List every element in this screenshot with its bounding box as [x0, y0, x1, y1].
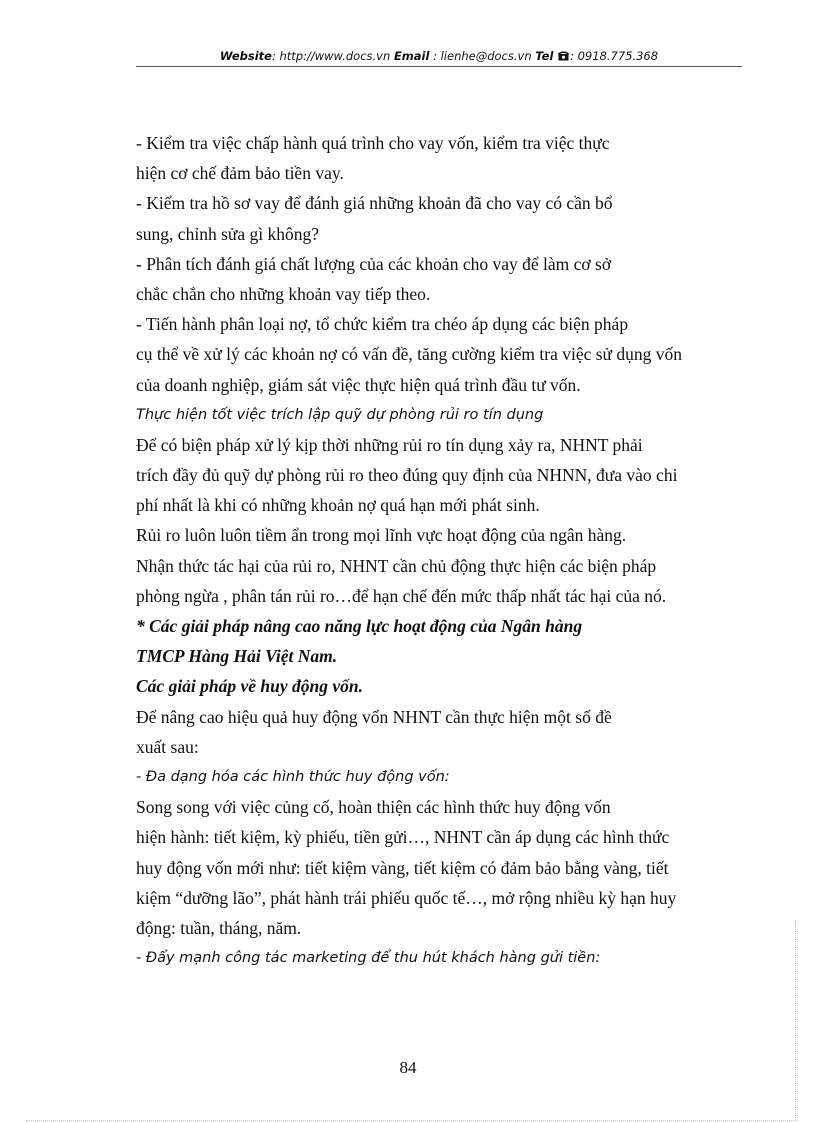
phone-icon: [558, 50, 569, 60]
text-line: hiện cơ chế đảm bảo tiền vay.: [136, 163, 344, 184]
text-line: - Kiểm tra việc chấp hành quá trình cho vay vốn, kiểm tra việc thực: [136, 133, 610, 153]
text-line: phòng ngừa , phân tán rủi ro…để hạn chế đến mức thấp nhất tác hại của nó.: [136, 585, 667, 606]
text-line: động: tuần, tháng, năm.: [136, 917, 302, 938]
text-line: Nhận thức tác hại của rủi ro, NHNT cần chủ động thực hiện các biện pháp: [136, 555, 657, 576]
text-line: cụ thể về xử lý các khoản nợ có vấn đề, tăng cường kiểm tra việc sử dụng vốn: [136, 344, 683, 365]
page-number: 84: [399, 1058, 417, 1077]
text-line: huy động vốn mới như: tiết kiệm vàng, tiết kiệm có đảm bảo bằng vàng, tiết: [136, 857, 669, 878]
text-line: - Tiến hành phân loại nợ, tổ chức kiểm tra chéo áp dụng các biện pháp: [136, 314, 629, 335]
tel-value: : 0918.775.368: [570, 49, 659, 63]
text-line: Thực hiện tốt việc trích lập quỹ dự phòng rủi ro tín dụng: [136, 406, 544, 423]
email-label: Email: [393, 49, 430, 63]
text-line: - Phân tích đánh giá chất lượng của các khoản cho vay để làm cơ sở: [136, 253, 612, 274]
website-label: Website: [219, 49, 272, 63]
text-line: Các giải pháp về huy động vốn.: [136, 676, 364, 697]
text-line: - Kiểm tra hồ sơ vay để đánh giá những khoản đã cho vay có cần bổ: [136, 193, 613, 214]
website-value: : http://www.docs.vn: [271, 49, 391, 63]
text-line: trích đầy đủ quỹ dự phòng rủi ro theo đúng quy định của NHNN, đưa vào chi: [136, 465, 678, 486]
text-line: của doanh nghiệp, giám sát việc thực hiện quá trình đầu tư vốn.: [136, 374, 581, 395]
page-header: [136, 49, 742, 63]
text-line: - Đẩy mạnh công tác marketing để thu hút khách hàng gửi tiền:: [136, 950, 601, 967]
email-value: : lienhe@docs.vn: [433, 49, 532, 63]
text-line: Để có biện pháp xử lý kịp thời những rủi ro tín dụng xảy ra, NHNT phải: [136, 434, 643, 455]
text-line: chắc chắn cho những khoản vay tiếp theo.: [136, 283, 431, 304]
body-text: [136, 128, 736, 973]
text-line: Rủi ro luôn luôn tiềm ẩn trong mọi lĩnh vực hoạt động của ngân hàng.: [136, 525, 627, 546]
text-line: * Các giải pháp nâng cao năng lực hoạt động của Ngân hàng: [136, 616, 583, 636]
text-line: Để nâng cao hiệu quả huy động vốn NHNT cần thực hiện một số đề: [136, 706, 612, 727]
text-line: kiệm “dưỡng lão”, phát hành trái phiếu quốc tế…, mở rộng nhiều kỳ hạn huy: [136, 887, 677, 908]
text-line: xuất sau:: [136, 736, 199, 757]
footer-border: [26, 1120, 796, 1121]
text-line: Song song với việc củng cố, hoàn thiện các hình thức huy động vốn: [136, 797, 611, 818]
text-line: TMCP Hàng Hải Việt Nam.: [136, 646, 338, 667]
text-line: sung, chỉnh sửa gì không?: [136, 223, 320, 244]
tel-label: Tel: [535, 49, 554, 63]
side-border: [795, 920, 796, 1120]
text-line: - Đa dạng hóa các hình thức huy động vốn:: [136, 768, 450, 785]
text-line: hiện hành: tiết kiệm, kỳ phiếu, tiền gửi…, NHNT cần áp dụng các hình thức: [136, 827, 670, 848]
text-line: phí nhất là khi có những khoản nợ quá hạn mới phát sinh.: [136, 495, 540, 516]
header-divider: [136, 66, 742, 67]
